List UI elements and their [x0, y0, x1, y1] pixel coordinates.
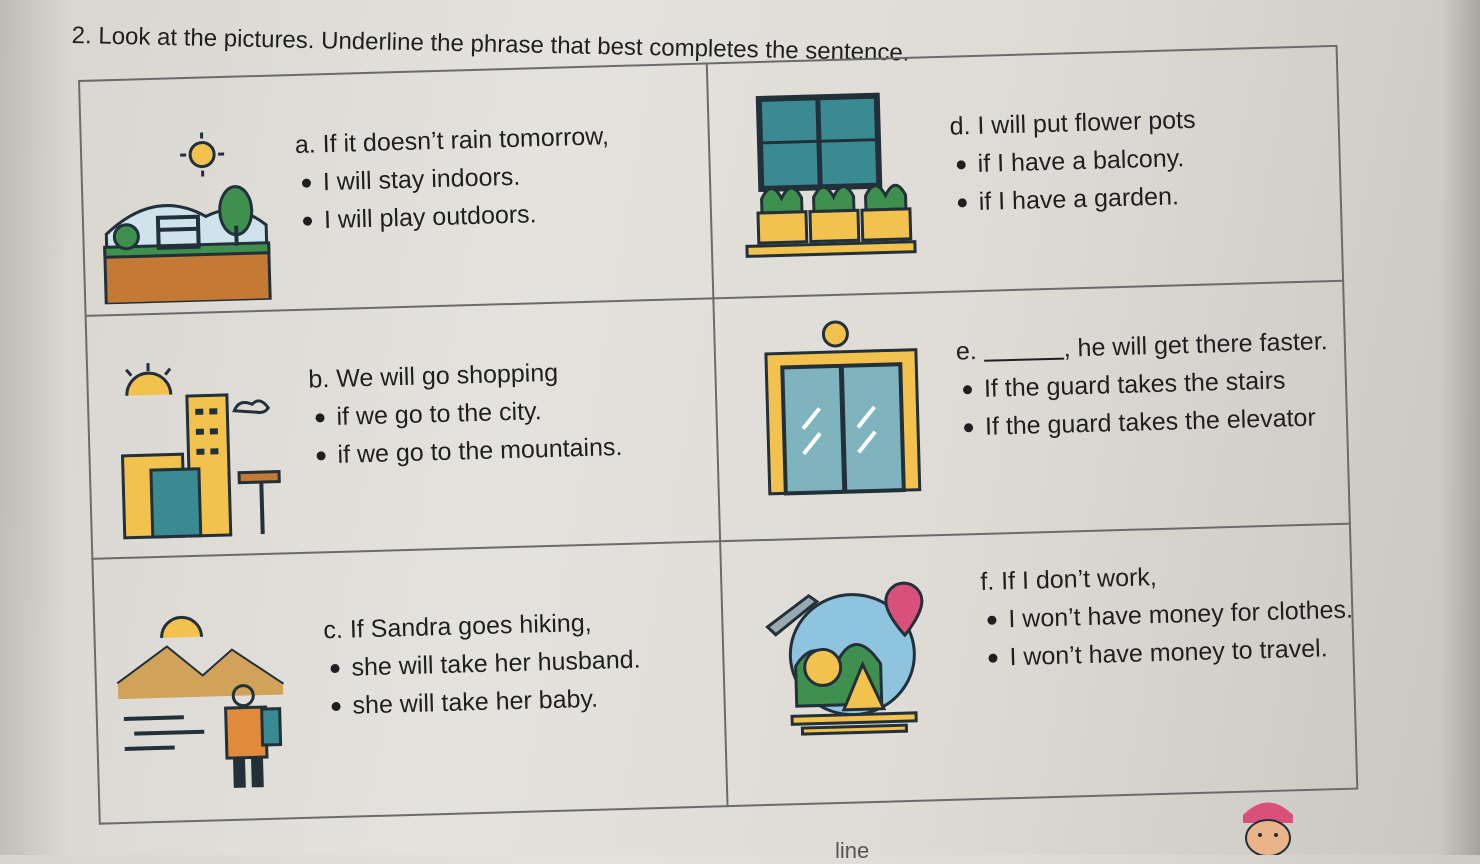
item-e-text [955, 322, 1330, 446]
item-d [708, 45, 1344, 297]
exercise-table [78, 45, 1358, 825]
item-e-option-2[interactable]: If the guard takes the elevator [958, 398, 1331, 446]
answer-blank[interactable] [983, 340, 1064, 362]
item-b-option-1[interactable]: if we go to the city. [309, 390, 622, 437]
item-f-option-1[interactable]: I won’t have money for clothes. [981, 591, 1354, 639]
elevator-picture [755, 315, 940, 500]
item-f-option-2[interactable]: I won’t have money to travel. [982, 629, 1355, 677]
item-c-option-2[interactable]: she will take her baby. [325, 679, 642, 726]
item-f-text [980, 553, 1355, 677]
hiking-picture [111, 604, 301, 794]
page-edge [1440, 0, 1480, 855]
travel-picture [758, 572, 943, 747]
item-a [78, 62, 712, 314]
mascot-character [1238, 790, 1298, 855]
item-e-stem-suffix: , he will get there faster. [1063, 327, 1328, 362]
item-b [85, 299, 719, 557]
item-f [721, 525, 1358, 807]
item-e-stem-prefix: e. [956, 337, 978, 366]
item-a-text [294, 117, 611, 240]
item-d-option-2[interactable]: if I have a garden. [951, 177, 1198, 222]
item-c [91, 542, 726, 824]
item-a-stem: a. If it doesn’t rain tomorrow, [294, 117, 609, 164]
item-e [714, 282, 1350, 540]
exercise-instruction: 2. Look at the pictures. Underline the phrase that best completes the sentence. [71, 22, 909, 68]
balcony-picture [739, 87, 919, 272]
item-b-text [308, 352, 623, 475]
park-picture [93, 115, 278, 305]
item-a-option-2[interactable]: I will play outdoors. [296, 193, 611, 240]
item-f-stem: f. If I don’t work, [980, 553, 1353, 601]
footer-text: line [835, 838, 869, 864]
item-c-option-1[interactable]: she will take her husband. [324, 641, 641, 688]
item-c-stem: c. If Sandra goes hiking, [323, 603, 640, 650]
item-d-option-1[interactable]: if I have a balcony. [950, 139, 1197, 184]
item-b-option-2[interactable]: if we go to the mountains. [310, 428, 623, 475]
item-d-text [949, 101, 1198, 222]
item-d-stem: d. I will put flower pots [949, 101, 1196, 146]
page-shadow [0, 0, 70, 855]
city-picture [108, 351, 293, 541]
item-a-option-1[interactable]: I will stay indoors. [295, 155, 610, 202]
item-c-text [323, 603, 642, 726]
item-e-option-1[interactable]: If the guard takes the stairs [956, 360, 1329, 408]
item-b-stem: b. We will go shopping [308, 352, 621, 399]
